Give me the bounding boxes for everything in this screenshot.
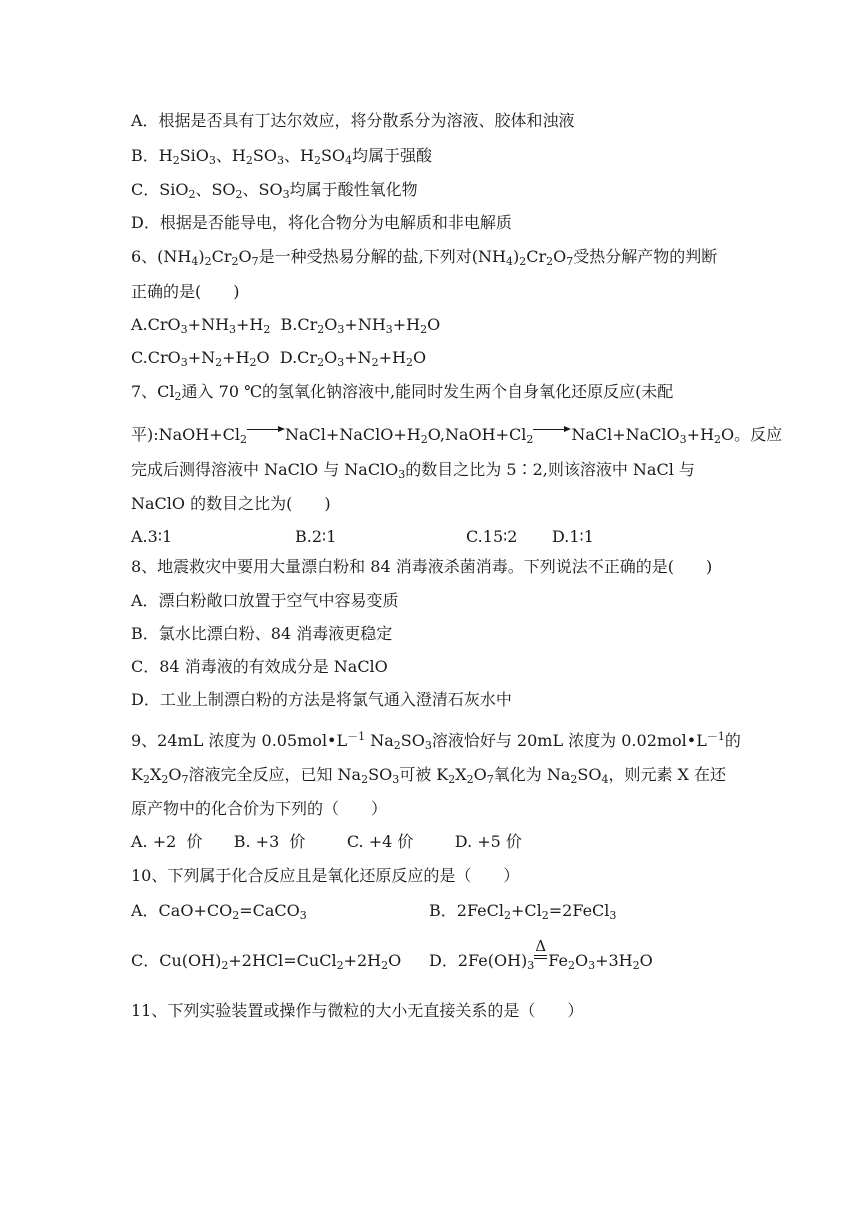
- q8-stem: 8、地震救灾中要用大量漂白粉和 84 消毒液杀菌消毒。下列说法不正确的是( ): [131, 557, 713, 576]
- q7-option-b: B.2∶1: [295, 527, 337, 546]
- q5-option-b: B．$H_2SiO_3$、$H_2SO_3$、$H_2SO_4$均属于强酸: [131, 146, 433, 167]
- q10-option-c: C．$Cu(OH)_2+2HCl=CuCl_2+2H_2O$: [131, 951, 402, 972]
- q7-stem-line2: 平)$:NaOH+Cl_2$ $NaCl+NaClO+H_2O,NaOH+Cl_2$ $NaCl+NaClO_3+H_2O$。反应: [131, 425, 783, 446]
- q7-option-d: D.1∶1: [552, 527, 594, 546]
- q7-stem-line4: NaClO 的数目之比为( ): [131, 494, 331, 513]
- q7-option-c: C.15∶2: [466, 527, 518, 546]
- q6-stem-line1: 6、$(NH_4)_2Cr_2O_7$是一种受热易分解的盐,下列对$(NH_4)_2Cr_2O_7$受热分解产物的判断: [131, 247, 718, 268]
- q5-option-c: C．SiO$_2$、$SO_2$、$SO_3$均属于酸性氧化物: [131, 180, 418, 201]
- reaction-arrow-icon: [247, 426, 285, 438]
- q9-stem-line3: 原产物中的化合价为下列的（ ）: [131, 799, 388, 818]
- q6-stem-line2: 正确的是( ): [131, 282, 240, 301]
- q9-stem-line1: 9、24mL 浓度为 $0.05mol•L^{-1}$ $Na_2SO_3$溶液恰好与 20mL 浓度为 $0.02mol•L^{-1}$的: [131, 730, 741, 752]
- q5-option-d: D．根据是否能导电，将化合物分为电解质和非电解质: [131, 213, 512, 232]
- q11-stem: 11、下列实验装置或操作与微粒的大小无直接关系的是（ ）: [131, 1001, 584, 1020]
- q5-option-a: A．根据是否具有丁达尔效应，将分散系分为溶液、胶体和浊液: [131, 111, 575, 130]
- q6-options-cd: $C.CrO_3+N_2+H_2O$ $D.Cr_2O_3+N_2+H_2O$: [131, 348, 427, 369]
- q8-option-a: A．漂白粉敞口放置于空气中容易变质: [131, 591, 399, 610]
- q6-options-ab: $A.CrO_3+NH_3+H_2$ $B.Cr_2O_3+NH_3+H_2O$: [131, 315, 441, 336]
- q7-stem-line1: 7、$Cl_2$通入 70 ℃的氢氧化钠溶液中,能同时发生两个自身氧化还原反应(未配: [131, 382, 674, 403]
- q10-option-b: B．$2FeCl_2+Cl_2=2FeCl_3$: [429, 901, 617, 922]
- q7-option-a: A.3∶1: [131, 527, 173, 546]
- q10-option-d: D．$2Fe(OH)_3$ Δ $Fe_2O_3+3H_2O$: [429, 937, 653, 972]
- q9-stem-line2: $K_2X_2O_7$溶液完全反应，已知 $Na_2SO_3$可被 $K_2X_2O_7$氧化为 $Na_2SO_4$，则元素 X 在还: [131, 765, 727, 786]
- q8-option-b: B．氯水比漂白粉、84 消毒液更稳定: [131, 624, 393, 643]
- heating-condition-icon: Δ: [534, 952, 548, 966]
- q8-option-d: D．工业上制漂白粉的方法是将氯气通入澄清石灰水中: [131, 690, 512, 709]
- reaction-arrow-icon: [533, 426, 571, 438]
- q9-options: A. +2 价 B. +3 价 C. +4 价 D. +5 价: [131, 832, 522, 851]
- q10-stem: 10、下列属于化合反应且是氧化还原反应的是（ ）: [131, 866, 520, 885]
- q7-stem-line3: 完成后测得溶液中 NaClO 与 NaClO$_3$的数目之比为 5∶2,则该溶液中 NaCl 与: [131, 460, 695, 481]
- q8-option-c: C．84 消毒液的有效成分是 NaClO: [131, 657, 388, 676]
- q10-option-a: A．$CaO+CO_2=CaCO_3$: [131, 901, 307, 922]
